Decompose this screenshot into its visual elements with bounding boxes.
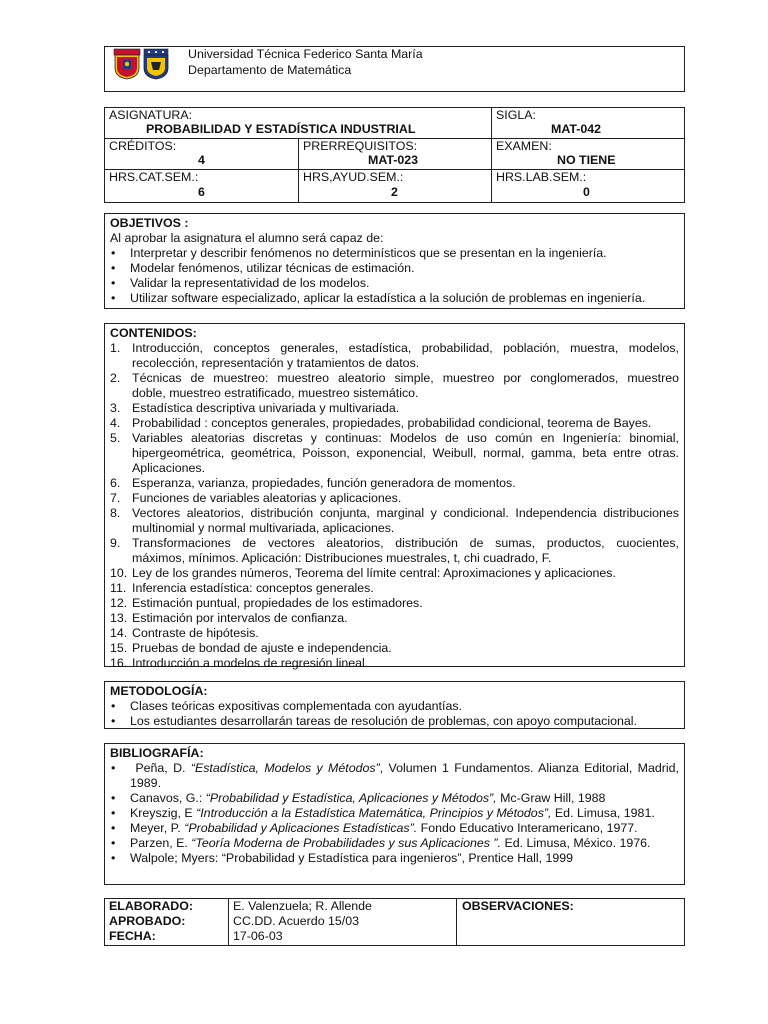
contenido-item [110,506,679,536]
bullet-icon: • [111,836,116,850]
contenido-line: Vectores aleatorios, distribución conjunta, marginal y condicional. Independencia distribuciones [132,506,679,520]
contenido-line: hipergeométrica, geométrica, Poisson, exponencial, Weibull, normal, gamma, beta entre otras. [132,446,679,460]
contenido-number: 5. [110,431,121,445]
contenido-item [110,581,679,596]
bibliografia-title-text: “Estadística, Modelos y Métodos” [190,761,380,775]
objetivo-item: Modelar fenómenos, utilizar técnicas de estimación. [130,261,415,275]
bibliografia-section [104,743,685,885]
contenido-line: Introducción, conceptos generales, estadística, probabilidad, población, muestra, modelos, [132,341,679,355]
sigla-label: SIGLA: [496,108,536,122]
bibliografia-author: Canavos, G.: [130,791,206,805]
observaciones-label: OBSERVACIONES: [462,899,574,913]
contenido-line: Probabilidad : conceptos generales, propiedades, probabilidad condicional, teorema de Bayes. [132,416,652,430]
contenidos-title: CONTENIDOS: [110,326,197,340]
contenido-number: 6. [110,476,121,490]
metodologia-item: Clases teóricas expositivas complementada con ayudantías. [130,699,462,713]
bullet-icon: • [111,851,116,865]
bibliografia-title-text: “Probabilidad y Aplicaciones Estadísticas”. [184,821,418,835]
bullet-icon: • [111,261,116,275]
hrs-ayud-value: 2 [391,185,398,199]
bibliografia-title: BIBLIOGRAFÍA: [110,746,204,760]
contenido-number: 12. [110,596,128,610]
sigla-value: MAT-042 [551,122,602,136]
creditos-value: 4 [198,153,205,167]
bibliografia-title-text: “Teoría Moderna de Probabilidades y sus Aplicaciones ”. [191,836,502,850]
bibliografia-author: Walpole; Myers: “Probabilidad y Estadística para ingenieros”, Prentice Hall, 1999 [130,851,574,865]
bibliografia-author: Meyer, P. [130,821,185,835]
university-name: Universidad Técnica Federico Santa María [188,47,423,61]
bibliografia-item [110,851,679,866]
bullet-icon: • [111,714,116,728]
aprobado-value: CC.DD. Acuerdo 15/03 [233,914,360,928]
contenido-item [110,416,679,431]
hrs-lab-label: HRS.LAB.SEM.: [496,170,587,184]
contenido-line: multinomial y normal multivariada, aplicaciones. [132,521,395,535]
asignatura-value: PROBABILIDAD Y ESTADÍSTICA INDUSTRIAL [146,122,416,136]
bibliografia-title-text: “Probabilidad y Estadística, Aplicaciones y Métodos”, [205,791,497,805]
contenido-line: Estadística descriptiva univariada y multivariada. [132,401,400,415]
contenido-line: Esperanza, varianza, propiedades, función generadora de momentos. [132,476,516,490]
department-crest-logo [142,48,170,83]
bullet-icon: • [111,821,116,835]
contenido-item [110,371,679,401]
contenido-number: 11. [110,581,127,595]
contenido-line: doble, muestreo estratificado, muestreo sistemático. [132,386,419,400]
bullet-icon: • [111,761,116,775]
contenido-number: 13. [110,611,128,625]
bullet-icon: • [111,276,116,290]
contenido-item [110,536,679,566]
bibliografia-author: Kreyszig, E [130,806,197,820]
contenido-item [110,596,679,611]
objetivo-item: Utilizar software especializado, aplicar la estadística a la solución de problemas en ingeniería. [130,291,646,305]
contenido-item [110,401,679,416]
contenido-item [110,491,679,506]
elaborado-value: E. Valenzuela; R. Allende [233,899,372,913]
elaborado-label: ELABORADO: [109,899,193,913]
prerreq-label: PRERREQUISITOS: [303,139,418,153]
university-crest-logo [113,48,141,83]
contenido-line: Transformaciones de vectores aleatorios, distribución de sumas, productos, cuocientes, [132,536,679,550]
bibliografia-item [110,836,679,851]
contenido-line: Introducción a modelos de regresión lineal. [132,656,369,670]
contenido-line: Estimación por intervalos de confianza. [132,611,348,625]
contenido-item [110,611,679,626]
metodologia-section [104,681,685,729]
hrs-cat-value: 6 [198,185,205,199]
bullet-icon: • [111,791,116,805]
bibliografia-title-text: “Introducción a la Estadística Matemática, Principios y Métodos”, [196,806,552,820]
bibliografia-publisher: Mc-Graw Hill, 1988 [496,791,606,805]
contenido-number: 10. [110,566,128,580]
bibliografia-item [110,791,679,806]
contenido-number: 15. [110,641,128,655]
contenido-line: Variables aleatorias discretas y continuas: Modelos de uso común en Ingeniería: binomial, [132,431,679,445]
fecha-value: 17-06-03 [233,929,283,943]
contenido-number: 8. [110,506,121,520]
metodologia-item: Los estudiantes desarrollarán tareas de resolución de problemas, con apoyo computacional. [130,714,637,728]
hrs-ayud-label: HRS,AYUD.SEM.: [303,170,404,184]
contenido-number: 14. [110,626,128,640]
contenido-number: 7. [110,491,121,505]
contenido-item [110,626,679,641]
objetivos-section [104,213,685,309]
contenido-number: 1. [110,341,121,355]
contenido-line: Funciones de variables aleatorias y aplicaciones. [132,491,402,505]
objetivo-item: Interpretar y describir fenómenos no determinísticos que se presentan en la ingeniería. [130,246,607,260]
bibliografia-author: Parzen, E. [130,836,192,850]
contenido-number: 9. [110,536,121,550]
contenido-line: Contraste de hipótesis. [132,626,259,640]
contenido-line: Inferencia estadística: conceptos generales. [132,581,374,595]
examen-label: EXAMEN: [496,139,552,153]
metodologia-title: METODOLOGÍA: [110,684,208,698]
contenido-item [110,476,679,491]
contenido-item [110,341,679,371]
aprobado-label: APROBADO: [109,914,186,928]
fecha-label: FECHA: [109,929,156,943]
contenido-number: 3. [110,401,121,415]
bullet-icon: • [111,806,116,820]
bibliografia-publisher: Fondo Educativo Interamericano, 1977. [417,821,638,835]
contenido-number: 2. [110,371,121,385]
contenido-item [110,656,679,671]
hrs-cat-label: HRS.CAT.SEM.: [109,170,199,184]
contenidos-section [104,323,685,670]
bullet-icon: • [111,699,116,713]
bullet-icon: • [111,291,116,305]
contenido-number: 16. [110,656,128,670]
hrs-lab-value: 0 [583,185,590,199]
contenido-item [110,431,679,476]
bibliografia-item [110,806,679,821]
bibliografia-item [110,821,679,836]
prerreq-value: MAT-023 [368,153,419,167]
bibliografia-publisher: Ed. Limusa, México. 1976. [501,836,651,850]
contenido-line: Pruebas de bondad de ajuste e independencia. [132,641,392,655]
bullet-icon: • [111,246,116,260]
contenido-number: 4. [110,416,121,430]
bibliografia-author: Peña, D. [135,761,191,775]
contenido-line: Técnicas de muestreo: muestreo aleatorio simple, muestreo por conglomerados, muestreo [132,371,679,385]
asignatura-label: ASIGNATURA: [109,108,193,122]
contenido-line: máximos, mínimos. Aplicación: Distribuciones muestrales, t, chi cuadrado, F. [132,551,552,565]
objetivos-title: OBJETIVOS : [110,216,189,230]
contenidos-list [110,341,679,671]
contenido-line: Estimación puntual, propiedades de los estimadores. [132,596,423,610]
department-name: Departamento de Matemática [188,63,352,77]
objetivo-item: Validar la representatividad de los modelos. [130,276,370,290]
contenido-item [110,641,679,656]
objetivos-intro: Al aprobar la asignatura el alumno será capaz de: [110,231,384,245]
contenido-item [110,566,679,581]
bibliografia-item [110,761,679,791]
contenido-line: Aplicaciones. [132,461,206,475]
contenido-line: recolección, representación y tratamientos de datos. [132,356,420,370]
contenido-line: Ley de los grandes números, Teorema del límite central: Aproximaciones y aplicaciones. [132,566,616,580]
examen-value: NO TIENE [557,153,616,167]
bibliografia-list [110,761,679,866]
creditos-label: CRÉDITOS: [109,139,177,153]
bibliografia-publisher: Ed. Limusa, 1981. [551,806,655,820]
bibliografia-publisher: , Volumen 1 Fundamentos. Alianza Editorial, Madrid, 1989. [130,761,679,790]
